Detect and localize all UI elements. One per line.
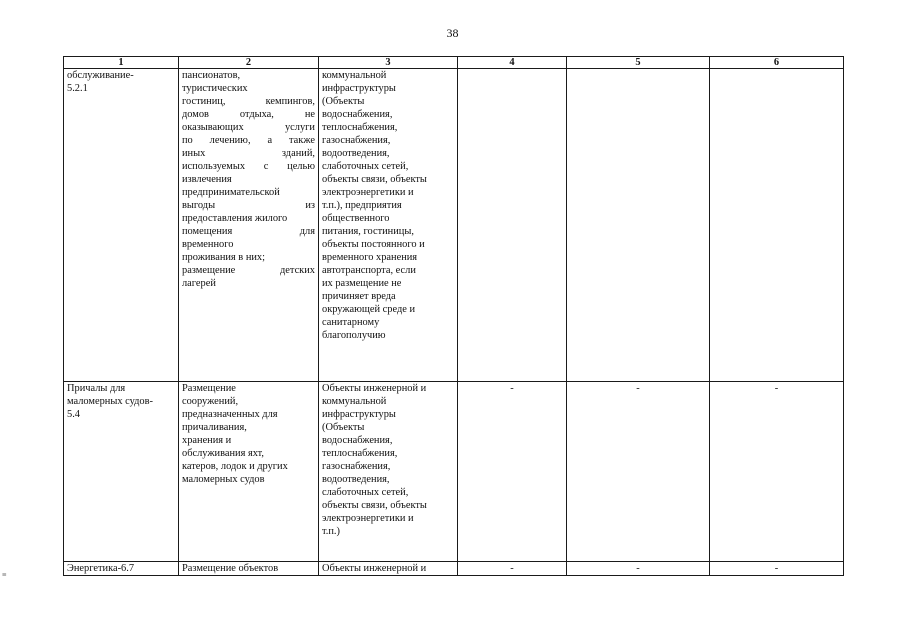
table-body — [64, 69, 844, 576]
cell-text-line: (Объекты — [322, 96, 365, 107]
land-use-table — [63, 56, 844, 576]
cell-text-line: временного — [182, 239, 234, 250]
cell-text-line: коммунальной — [322, 396, 387, 407]
table-cell-col5: - — [567, 562, 710, 576]
cell-text-line: Объекты инженерной и — [322, 383, 427, 394]
cell-text-line: маломерных судов- — [67, 396, 153, 407]
cell-text-line: электроэнергетики и — [322, 513, 414, 524]
cell-text-line: временного хранения — [322, 252, 418, 263]
cell-text-line: водоотведения, — [322, 474, 390, 485]
table-cell-col3 — [319, 69, 458, 382]
cell-text-line: Причалы для — [67, 383, 126, 394]
cell-text-line: пансионатов, — [182, 70, 241, 81]
cell-text-line: инфраструктуры — [322, 409, 396, 420]
table-cell-col4: - — [458, 382, 567, 562]
cell-text-line: их размещение не — [322, 278, 402, 289]
cell-text-line: предоставления жилого — [182, 213, 288, 224]
table-cell-col6 — [710, 69, 844, 382]
table-cell-col6: - — [710, 562, 844, 576]
header-col-2: 2 — [179, 57, 319, 69]
table-row — [64, 562, 844, 576]
table-row — [64, 382, 844, 562]
cell-text-line: теплоснабжения, — [322, 448, 398, 459]
cell-text-line: 5.4 — [67, 409, 80, 420]
cell-text-line: слаботочных сетей, — [322, 161, 409, 172]
cell-text-line: предназначенных для — [182, 409, 278, 420]
cell-text-line: извлечения — [182, 174, 232, 185]
cell-text-line: обслуживания яхт, — [182, 448, 265, 459]
cell-text-line: причиняет вреда — [322, 291, 396, 302]
cell-text-line: окружающей среде и — [322, 304, 416, 315]
cell-text-line: маломерных судов — [182, 474, 265, 485]
cell-text-line: 5.2.1 — [67, 83, 88, 94]
cell-text-line: оказывающих услуги — [182, 122, 315, 133]
table-cell-col3 — [319, 382, 458, 562]
cell-text-line: объекты связи, объекты — [322, 174, 427, 185]
header-col-6: 6 — [710, 57, 844, 69]
cell-text-line: объекты связи, объекты — [322, 500, 427, 511]
cell-text-line: автотранспорта, если — [322, 265, 416, 276]
cell-text-line: водоотведения, — [322, 148, 390, 159]
table-cell-col2 — [179, 562, 319, 576]
cell-text-line: благополучию — [322, 330, 386, 341]
cell-text-line: водоснабжения, — [322, 109, 393, 120]
cell-text-line: по лечению, а также — [182, 135, 315, 146]
cell-text-line: причаливания, — [182, 422, 247, 433]
cell-text-line: газоснабжения, — [322, 461, 391, 472]
cell-text-line: Размещение — [182, 383, 236, 394]
table-cell-col5 — [567, 69, 710, 382]
cell-text-line: размещение детских — [182, 265, 315, 276]
cell-text-line: инфраструктуры — [322, 83, 396, 94]
cell-text-line: выгоды из — [182, 200, 315, 211]
cell-text-line: лагерей — [182, 278, 216, 289]
cell-text-line: коммунальной — [322, 70, 387, 81]
cell-text-line: иных зданий, — [182, 148, 315, 159]
table-cell-col6: - — [710, 382, 844, 562]
header-col-1: 1 — [64, 57, 179, 69]
header-col-3: 3 — [319, 57, 458, 69]
cell-text-line: объекты постоянного и — [322, 239, 425, 250]
cell-text-line: т.п.), предприятия — [322, 200, 402, 211]
cell-text-line: используемых с целью — [182, 161, 315, 172]
cell-text-line: помещения для — [182, 226, 315, 237]
cell-text-line: Объекты инженерной и — [322, 563, 427, 574]
margin-mark: ≡ — [2, 570, 7, 579]
cell-text-line: Энергетика-6.7 — [67, 563, 135, 574]
cell-text-line: Размещение объектов — [182, 563, 279, 574]
page-number: 38 — [446, 26, 459, 40]
cell-text-line: слаботочных сетей, — [322, 487, 409, 498]
table-cell-col5: - — [567, 382, 710, 562]
cell-text-line: (Объекты — [322, 422, 365, 433]
table-cell-col1 — [64, 69, 179, 382]
table-header-row — [64, 57, 844, 69]
table-cell-col2 — [179, 69, 319, 382]
cell-text-line: проживания в них; — [182, 252, 266, 263]
table-row — [64, 69, 844, 382]
header-col-4: 4 — [458, 57, 567, 69]
cell-text-line: домов отдыха, не — [182, 109, 315, 120]
cell-text-line: хранения и — [182, 435, 232, 446]
cell-text-line: сооружений, — [182, 396, 239, 407]
cell-text-line: газоснабжения, — [322, 135, 391, 146]
cell-text-line: катеров, лодок и других — [182, 461, 288, 472]
cell-text-line: общественного — [322, 213, 390, 224]
cell-text-line: теплоснабжения, — [322, 122, 398, 133]
header-col-5: 5 — [567, 57, 710, 69]
cell-text-line: обслуживание- — [67, 70, 134, 81]
cell-text-line: т.п.) — [322, 526, 340, 537]
cell-text-line: питания, гостиницы, — [322, 226, 414, 237]
cell-text-line: санитарному — [322, 317, 380, 328]
table-cell-col3 — [319, 562, 458, 576]
table-cell-col4 — [458, 69, 567, 382]
table-cell-col2 — [179, 382, 319, 562]
cell-text-line: электроэнергетики и — [322, 187, 414, 198]
table-cell-col4: - — [458, 562, 567, 576]
cell-text-line: водоснабжения, — [322, 435, 393, 446]
cell-text-line: гостиниц, кемпингов, — [182, 96, 315, 107]
table-cell-col1 — [64, 562, 179, 576]
table-cell-col1 — [64, 382, 179, 562]
cell-text-line: предпринимательской — [182, 187, 280, 198]
cell-text-line: туристических — [182, 83, 248, 94]
